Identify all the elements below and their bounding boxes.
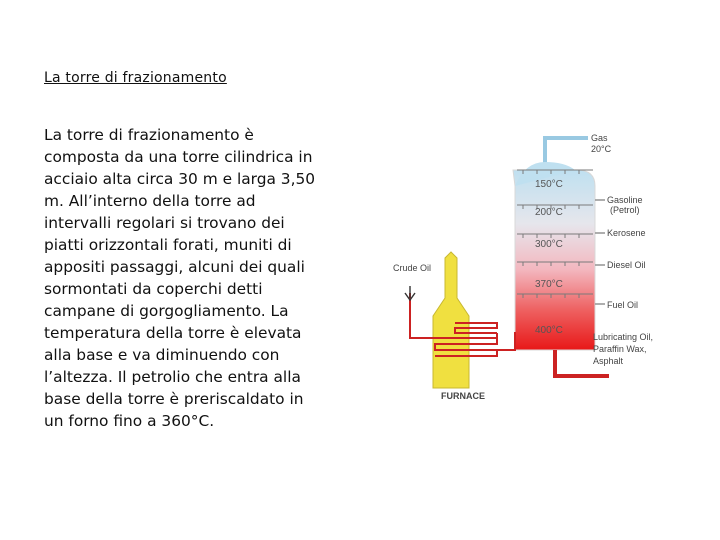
gas-outlet-pipe [545, 138, 588, 164]
temperature-label: 150°C [535, 179, 563, 190]
temperature-label: 200°C [535, 207, 563, 218]
paragraph-line: sormontati da coperchi detti [44, 280, 263, 298]
residue-label: Asphalt [593, 356, 624, 366]
furnace [433, 252, 469, 388]
kerosene-label: Kerosene [607, 228, 646, 238]
distillation-tower [513, 170, 595, 350]
temperature-label: 400°C [535, 325, 563, 336]
temperature-label: 370°C [535, 279, 563, 290]
paragraph-line: base della torre è preriscaldato in [44, 390, 304, 408]
paragraph-line: un forno fino a 360°C. [44, 412, 215, 430]
residue-label: Lubricating Oil, [593, 332, 654, 342]
paragraph-line: m. All’interno della torre ad [44, 192, 256, 210]
paragraph-line: campane di gorgogliamento. La [44, 302, 289, 320]
diesel-label: Diesel Oil [607, 260, 646, 270]
gas-label: Gas [591, 133, 608, 143]
paragraph-line: La torre di frazionamento è [44, 126, 254, 144]
gasoline-label-sub: (Petrol) [610, 205, 640, 215]
furnace-label: FURNACE [441, 391, 485, 401]
paragraph-line: composta da una torre cilindrica in [44, 148, 313, 166]
description-paragraph [44, 124, 344, 432]
paragraph-line: intervalli regolari si trovano dei [44, 214, 285, 232]
page-title: La torre di frazionamento [44, 70, 227, 86]
residue-label: Paraffin Wax, [593, 344, 647, 354]
product-outlets [595, 200, 605, 304]
paragraph-line: acciaio alta circa 30 m e larga 3,50 [44, 170, 316, 188]
crude-oil-label: Crude Oil [393, 263, 432, 273]
paragraph-line: l’altezza. Il petrolio che entra alla [44, 368, 301, 386]
paragraph-line: temperatura della torre è elevata [44, 324, 302, 342]
temperature-label: 300°C [535, 239, 563, 250]
gasoline-label: Gasoline [607, 195, 643, 205]
paragraph-line: appositi passaggi, alcuni dei quali [44, 258, 305, 276]
fuel-oil-label: Fuel Oil [607, 300, 639, 310]
paragraph-line: piatti orizzontali forati, muniti di [44, 236, 292, 254]
paragraph-line: alla base e va diminuendo con [44, 346, 280, 364]
gas-temperature-label: 20°C [591, 144, 612, 154]
fractional-distillation-diagram [385, 128, 685, 408]
